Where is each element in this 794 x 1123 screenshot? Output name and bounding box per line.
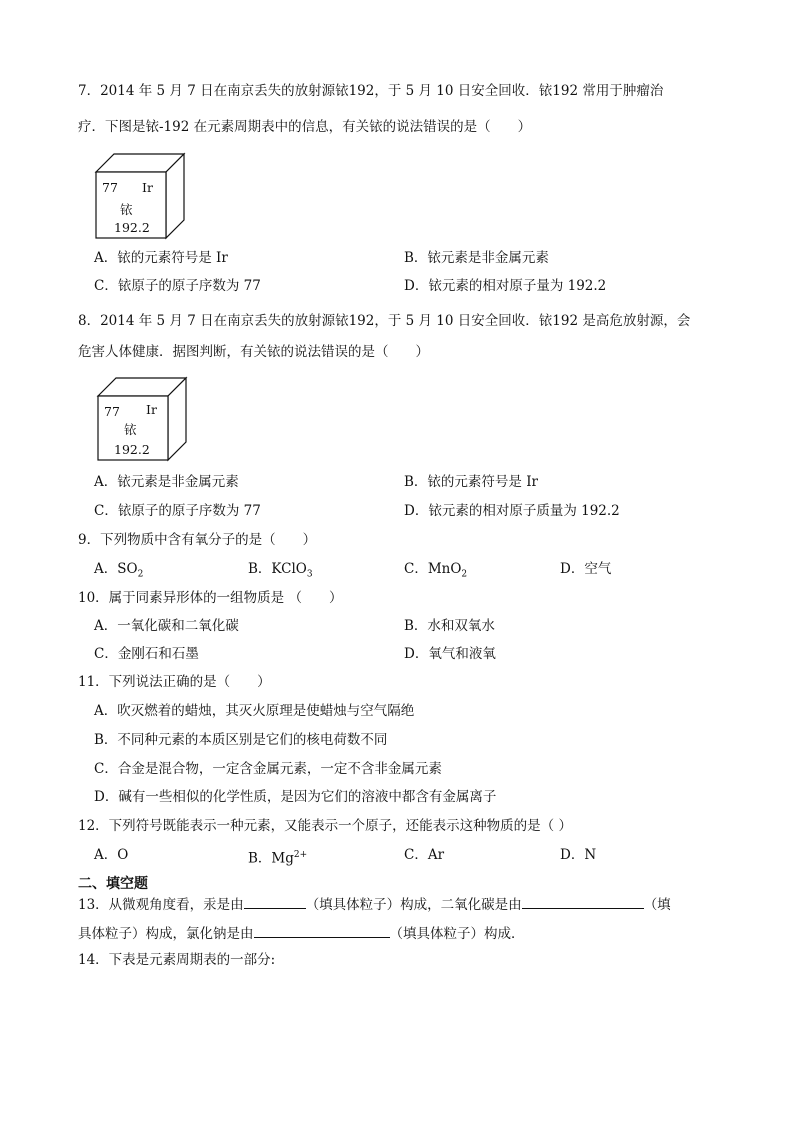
section-title-fill-in: 二、填空题 (78, 876, 148, 892)
q13-blank-nacl[interactable] (254, 923, 390, 938)
q10-option-b: B．水和双氧水 (404, 618, 495, 634)
q8-stem-line2: 危害人体健康．据图判断，有关铱的说法错误的是（ ） (78, 344, 429, 360)
q12-option-b: B．$Mg^{2+}$ (248, 850, 308, 867)
q8-element-name: 铱 (124, 422, 137, 437)
q9-stem: 9．下列物质中含有氧分子的是（ ） (78, 532, 317, 548)
q8-option-d: D．铱元素的相对原子质量为 192.2 (404, 503, 620, 519)
q10-option-a: A．一氧化碳和二氧化碳 (94, 618, 239, 634)
q7-element-name: 铱 (120, 202, 133, 217)
q14-stem: 14．下表是元素周期表的一部分: (78, 952, 276, 968)
q12-option-c: C．Ar (404, 847, 445, 863)
q9-option-d: D．空气 (560, 561, 612, 577)
q8-option-b: B．铱的元素符号是 Ir (404, 474, 538, 490)
q8-element-cell (96, 376, 188, 462)
q10-option-c: C．金刚石和石墨 (94, 646, 199, 662)
q7-option-a: A．铱的元素符号是 Ir (94, 250, 228, 266)
q11-option-a: A．吹灭燃着的蜡烛，其灭火原理是使蜡烛与空气隔绝 (94, 703, 415, 719)
q7-stem-line1: 7．2014 年 5 月 7 日在南京丢失的放射源铱192，于 5 月 10 日安全回收．铱192 常用于肿瘤治 (78, 83, 664, 99)
q7-atomic-number: 77 (102, 180, 118, 195)
q8-option-a: A．铱元素是非金属元素 (94, 474, 239, 490)
q9-option-a: A．$SO_2$ (94, 561, 144, 580)
q9-option-c: C．MnO$_2$ (404, 561, 468, 580)
q11-option-b: B．不同种元素的本质区别是它们的核电荷数不同 (94, 732, 388, 748)
q12-option-a: A．O (94, 847, 129, 863)
q7-element-symbol: Ir (142, 180, 153, 195)
q13-line2: 具体粒子）构成，氯化钠是由 （填具体粒子）构成． (78, 923, 525, 943)
q10-option-d: D．氧气和液氧 (404, 646, 496, 662)
q7-atomic-mass: 192.2 (114, 220, 150, 235)
q11-option-c: C．合金是混合物，一定含金属元素，一定不含非金属元素 (94, 761, 442, 777)
q8-atomic-mass: 192.2 (114, 442, 150, 457)
q7-element-cell (94, 152, 186, 240)
q13-line1: 13．从微观角度看，汞是由 （填具体粒子）构成，二氧化碳是由 （填 (78, 894, 671, 914)
q8-stem-line1: 8．2014 年 5 月 7 日在南京丢失的放射源铱192，于 5 月 10 日安全回收．铱192 是高危放射源，会 (78, 313, 691, 329)
q9-option-b: B．KClO$_3$ (248, 561, 313, 580)
q11-option-d: D．碱有一些相似的化学性质，是因为它们的溶液中都含有金属离子 (94, 789, 497, 805)
q13-blank-mercury[interactable] (244, 894, 306, 909)
q8-element-symbol: Ir (146, 402, 157, 417)
q7-option-b: B．铱元素是非金属元素 (404, 250, 549, 266)
q8-atomic-number: 77 (104, 404, 120, 419)
q12-stem: 12．下列符号既能表示一种元素，又能表示一个原子，还能表示这种物质的是（ ） (78, 818, 572, 834)
q7-option-d: D．铱元素的相对原子量为 192.2 (404, 278, 607, 294)
q7-option-c: C．铱原子的原子序数为 77 (94, 278, 261, 294)
q11-stem: 11．下列说法正确的是（ ） (78, 674, 271, 690)
q12-option-d: D．N (560, 847, 597, 863)
q7-stem-line2: 疗．下图是铱-192 在元素周期表中的信息，有关铱的说法错误的是（ ） (78, 119, 532, 135)
q8-option-c: C．铱原子的原子序数为 77 (94, 503, 261, 519)
q10-stem: 10．属于同素异形体的一组物质是 （ ） (78, 590, 343, 606)
q13-blank-co2[interactable] (522, 894, 644, 909)
